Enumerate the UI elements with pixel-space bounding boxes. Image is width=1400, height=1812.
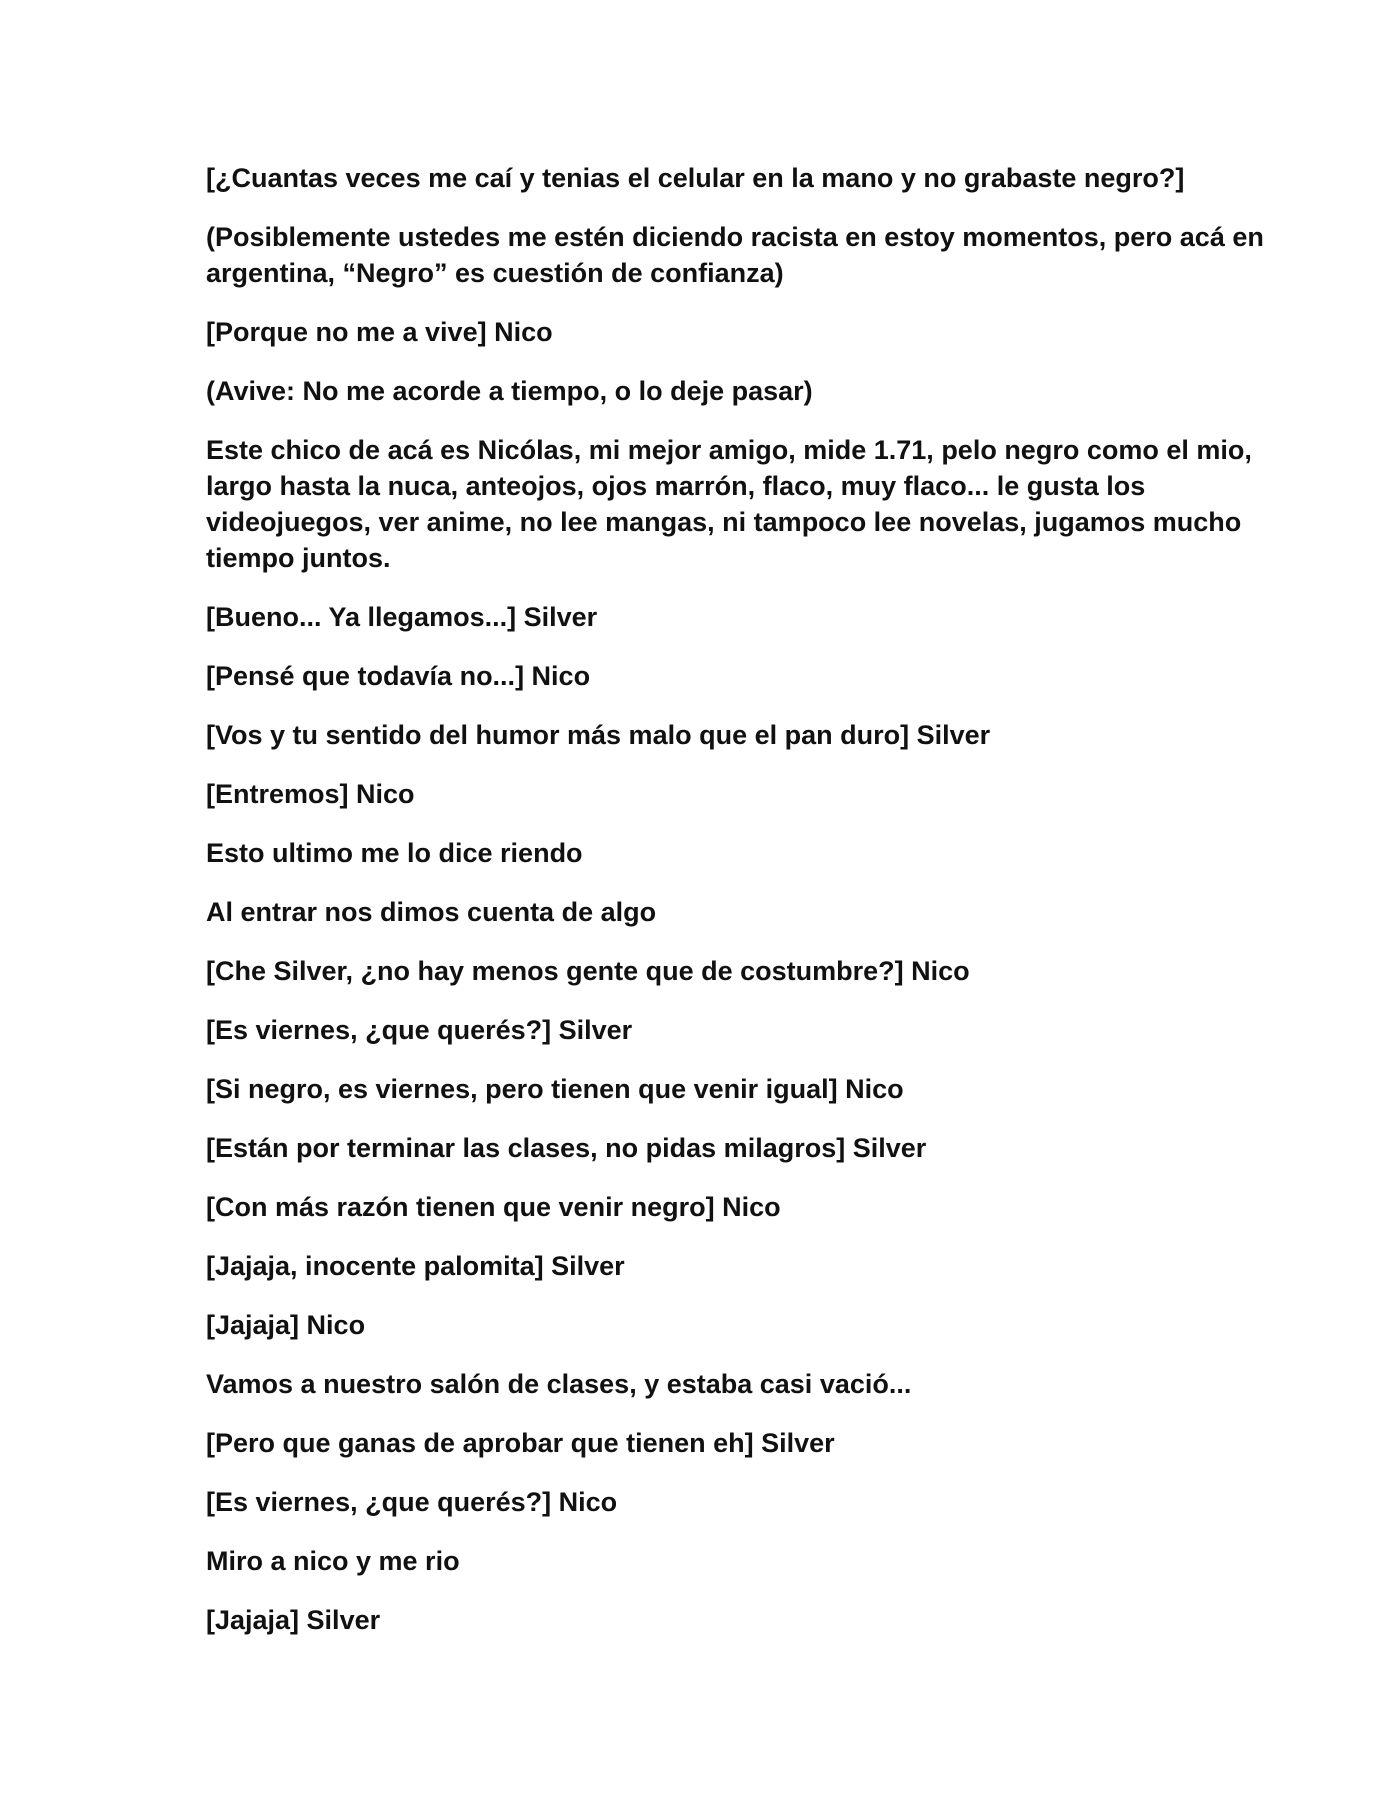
- paragraph: (Posiblemente ustedes me estén diciendo racista en estoy momentos, pero acá en argentina, “Negro” es cuestión de confianza): [206, 222, 1264, 288]
- paragraph: [Jajaja, inocente palomita] Silver: [206, 1251, 625, 1281]
- paragraph: Esto ultimo me lo dice riendo: [206, 838, 583, 868]
- paragraph: (Avive: No me acorde a tiempo, o lo deje pasar): [206, 376, 813, 406]
- paragraph: [Che Silver, ¿no hay menos gente que de costumbre?] Nico: [206, 956, 970, 986]
- paragraph: [¿Cuantas veces me caí y tenias el celular en la mano y no grabaste negro?]: [206, 163, 1185, 193]
- paragraph: [Pero que ganas de aprobar que tienen eh] Silver: [206, 1428, 835, 1458]
- paragraph: [Con más razón tienen que venir negro] Nico: [206, 1192, 781, 1222]
- paragraph: [Es viernes, ¿que querés?] Nico: [206, 1487, 618, 1517]
- paragraph: Miro a nico y me rio: [206, 1546, 460, 1576]
- paragraph: Vamos a nuestro salón de clases, y estaba casi vació...: [206, 1369, 912, 1399]
- paragraph: [Bueno... Ya llegamos...] Silver: [206, 602, 598, 632]
- paragraph: [Si negro, es viernes, pero tienen que venir igual] Nico: [206, 1074, 904, 1104]
- paragraph: [Entremos] Nico: [206, 779, 415, 809]
- paragraph: [Vos y tu sentido del humor más malo que el pan duro] Silver: [206, 720, 991, 750]
- paragraph: [Porque no me a vive] Nico: [206, 317, 553, 347]
- paragraph: [Es viernes, ¿que querés?] Silver: [206, 1015, 633, 1045]
- paragraph: [Están por terminar las clases, no pidas milagros] Silver: [206, 1133, 927, 1163]
- paragraph: [Jajaja] Nico: [206, 1310, 366, 1340]
- paragraph: Al entrar nos dimos cuenta de algo: [206, 897, 657, 927]
- paragraph: [Pensé que todavía no...] Nico: [206, 661, 591, 691]
- paragraph: [Jajaja] Silver: [206, 1605, 381, 1635]
- paragraph: Este chico de acá es Nicólas, mi mejor amigo, mide 1.71, pelo negro como el mio, largo hasta la nuca, anteojos, ojos marrón, flaco, muy flaco... le gusta los videojuegos, ver anime, no lee mangas, ni tampoco lee novelas, jugamos mucho tiempo juntos.: [206, 435, 1252, 573]
- document-body: [206, 160, 1266, 1661]
